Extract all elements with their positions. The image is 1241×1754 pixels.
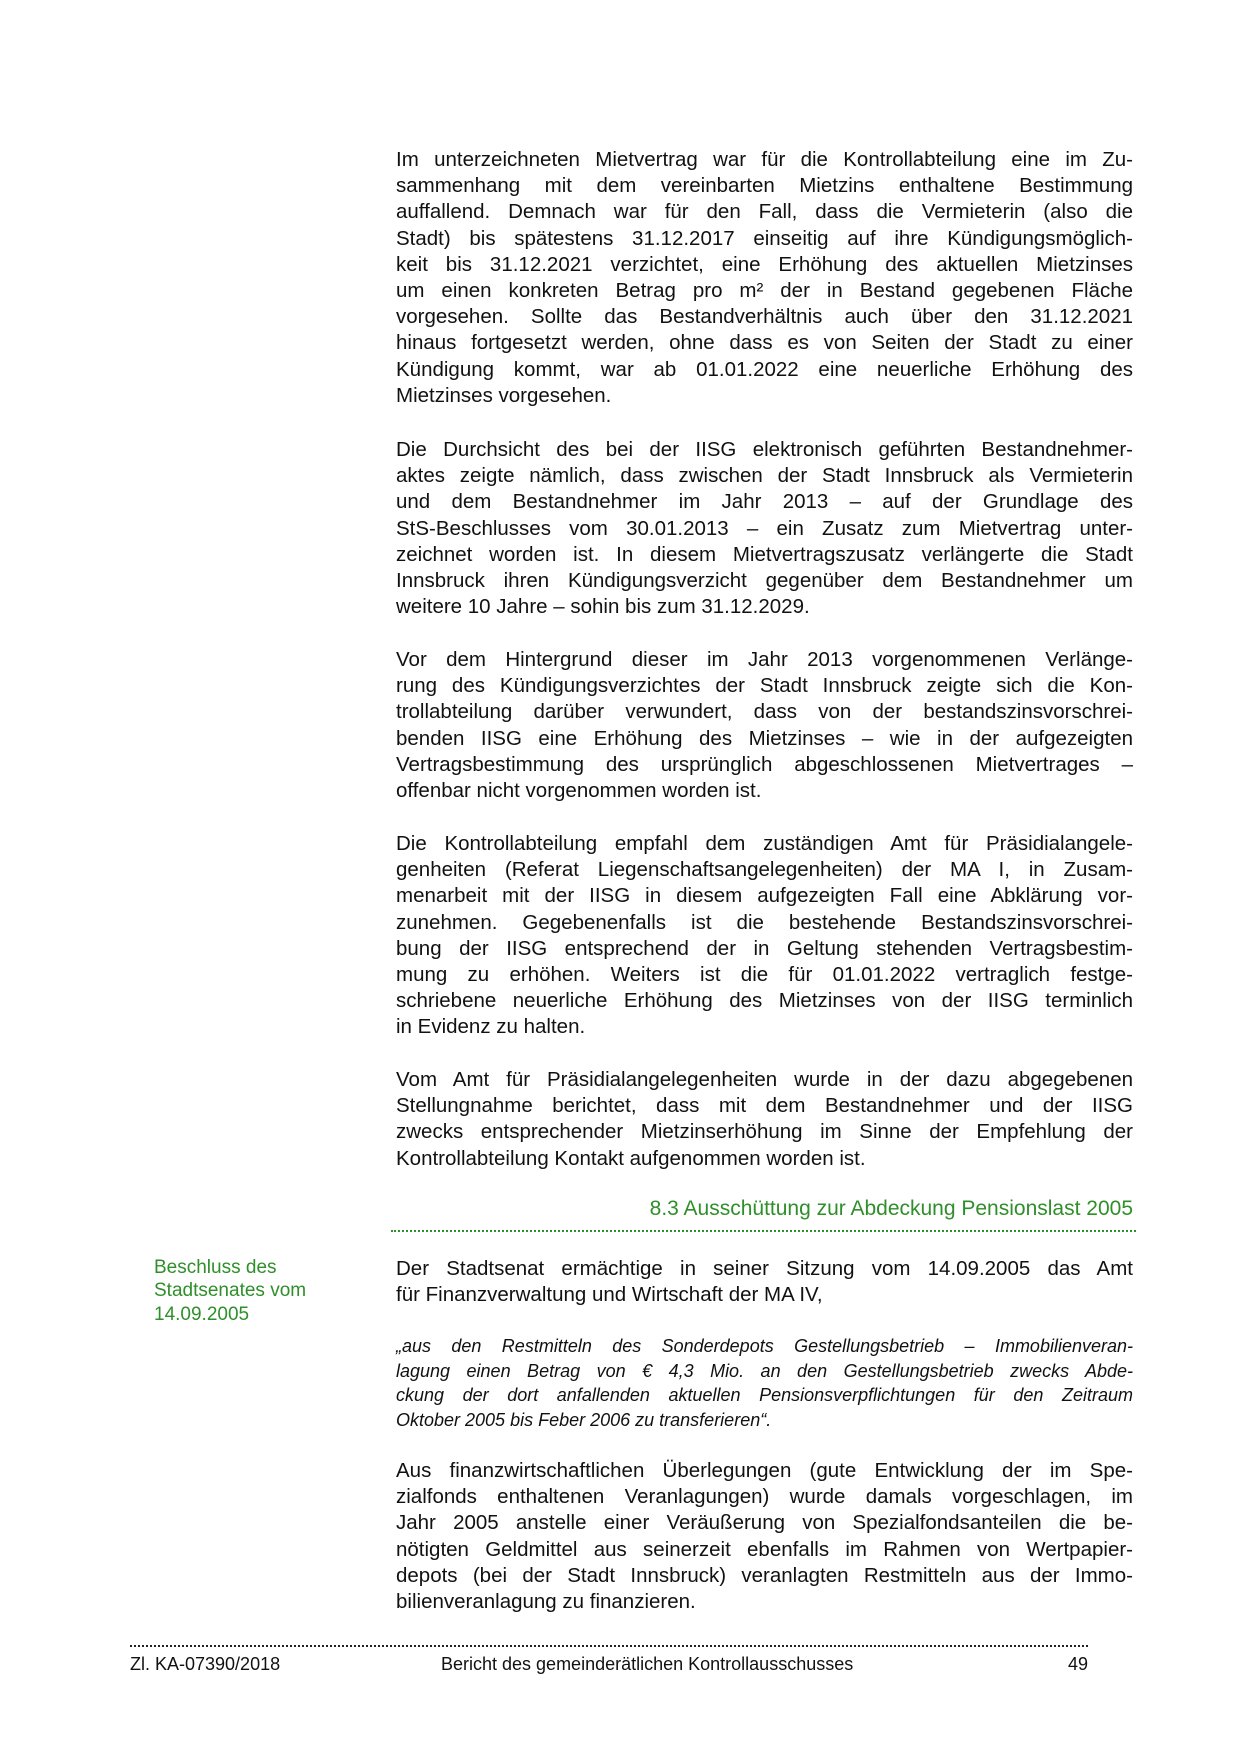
text-line: keit bis 31.12.2021 verzichtet, eine Erhöhung des aktuellen Mietzinses	[396, 252, 1133, 276]
footer-reference: Zl. KA-07390/2018	[130, 1654, 281, 1674]
footer-title: Bericht des gemeinderätlichen Kontrollausschusses	[441, 1654, 854, 1674]
text-line: zialfonds enthaltenen Veranlagungen) wurde damals vorgeschlagen, im	[396, 1485, 1133, 1509]
section-heading: 8.3 Ausschüttung zur Abdeckung Pensionslast 2005	[649, 1197, 1133, 1220]
text-line: Vor dem Hintergrund dieser im Jahr 2013 vorgenommenen Verlänge-	[396, 648, 1133, 671]
text-line: Die Kontrollabteilung empfahl dem zuständigen Amt für Präsidialangele-	[396, 832, 1133, 855]
text-line: zwecks entsprechender Mietzinserhöhung im Sinne der Empfehlung der	[396, 1120, 1133, 1144]
text-line: StS-Beschlusses vom 30.01.2013 – ein Zusatz zum Mietvertrag unter-	[396, 516, 1133, 540]
text-line: hinaus fortgesetzt werden, ohne dass es von Seiten der Stadt zu einer	[396, 331, 1133, 355]
text-line: „aus den Restmitteln des Sonderdepots Gestellungsbetrieb – Immobilienveran-	[396, 1336, 1133, 1356]
text-line: weitere 10 Jahre – sohin bis zum 31.12.2029.	[396, 595, 810, 619]
text-line: Aus finanzwirtschaftlichen Überlegungen (gute Entwicklung der im Spe-	[396, 1459, 1133, 1482]
text-line: ckung der dort anfallenden aktuellen Pensionsverpflichtungen für den Zeitraum	[396, 1385, 1133, 1405]
margin-note	[154, 1256, 306, 1326]
text-line: vorgesehen. Sollte das Bestandverhältnis auch über den 31.12.2021	[396, 305, 1133, 329]
paragraph	[396, 147, 1133, 409]
heading-divider	[391, 1230, 1136, 1232]
text-line: Mietzinses vorgesehen.	[396, 383, 612, 407]
text-line: rung des Kündigungsverzichtes der Stadt Innsbruck zeigte sich die Kon-	[396, 674, 1133, 698]
text-line: Jahr 2005 anstelle einer Veräußerung von Spezialfondsanteilen die be-	[396, 1511, 1133, 1535]
text-line: Vom Amt für Präsidialangelegenheiten wurde in der dazu abgegebenen	[396, 1068, 1133, 1091]
text-line: für Finanzverwaltung und Wirtschaft der MA IV,	[396, 1283, 823, 1307]
paragraph-intro	[396, 1256, 1133, 1308]
text-line: in Evidenz zu halten.	[396, 1015, 586, 1039]
text-line: schriebene neuerliche Erhöhung des Mietzinses von der IISG terminlich	[396, 989, 1133, 1013]
text-line: auffallend. Demnach war für den Fall, dass die Vermieterin (also die	[396, 200, 1133, 224]
text-line: Innsbruck ihren Kündigungsverzicht gegenüber dem Bestandnehmer um	[396, 568, 1133, 592]
margin-note-line: Stadtsenates vom	[154, 1280, 307, 1302]
text-line: zeichnet worden ist. In diesem Mietvertragszusatz verlängerte die Stadt	[396, 542, 1133, 566]
text-line: mung zu erhöhen. Weiters ist die für 01.01.2022 vertraglich festge-	[396, 962, 1133, 986]
text-line: bung der IISG entsprechend der in Geltung stehenden Vertragsbestim-	[396, 936, 1133, 960]
text-line: lagung einen Betrag von € 4,3 Mio. an den Gestellungsbetrieb zwecks Abde-	[396, 1360, 1133, 1381]
text-line: nötigten Geldmittel aus seinerzeit ebenfalls im Rahmen von Wertpapier-	[396, 1537, 1133, 1561]
paragraph	[396, 831, 1133, 1041]
text-line: depots (bei der Stadt Innsbruck) veranlagten Restmitteln aus der Immo-	[396, 1563, 1133, 1587]
text-line: Im unterzeichneten Mietvertrag war für die Kontrollabteilung eine im Zu-	[396, 148, 1133, 171]
text-line: genheiten (Referat Liegenschaftsangelegenheiten) der MA I, in Zusam-	[396, 858, 1133, 882]
paragraph	[396, 437, 1133, 620]
text-line: sammenhang mit dem vereinbarten Mietzins enthaltene Bestimmung	[396, 174, 1133, 198]
text-line: Der Stadtsenat ermächtige in seiner Sitzung vom 14.09.2005 das Amt	[396, 1257, 1133, 1280]
text-line: um einen konkreten Betrag pro m² der in Bestand gegebenen Fläche	[396, 278, 1133, 302]
text-line: Kündigung kommt, war ab 01.01.2022 eine neuerliche Erhöhung des	[396, 357, 1133, 381]
margin-note-line: Beschluss des	[154, 1257, 277, 1278]
page-number: 49	[1067, 1654, 1088, 1674]
text-line: Oktober 2005 bis Feber 2006 zu transferieren“.	[396, 1409, 772, 1430]
text-line: Vertragsbestimmung des ursprünglich abgeschlossenen Mietvertrages –	[396, 752, 1133, 776]
text-line: Stadt) bis spätestens 31.12.2017 einseitig auf ihre Kündigungsmöglich-	[396, 226, 1133, 250]
text-line: offenbar nicht vorgenommen worden ist.	[396, 778, 762, 802]
text-line: menarbeit mit der IISG in diesem aufgezeigten Fall eine Abklärung vor-	[396, 884, 1133, 908]
quote-block	[396, 1334, 1133, 1432]
text-line: bilienveranlagung zu finanzieren.	[396, 1589, 696, 1613]
paragraph	[396, 1067, 1133, 1172]
margin-note-line: 14.09.2005	[154, 1303, 250, 1325]
text-line: Stellungnahme berichtet, dass mit dem Bestandnehmer und der IISG	[396, 1094, 1133, 1118]
footer-divider	[130, 1645, 1088, 1647]
text-line: Die Durchsicht des bei der IISG elektronisch geführten Bestandnehmer-	[396, 438, 1133, 461]
text-line: aktes zeigte nämlich, dass zwischen der Stadt Innsbruck als Vermieterin	[396, 464, 1133, 488]
paragraph	[396, 1458, 1133, 1615]
text-line: Kontrollabteilung Kontakt aufgenommen worden ist.	[396, 1146, 866, 1170]
text-line: benden IISG eine Erhöhung des Mietzinses – wie in der aufgezeigten	[396, 726, 1133, 750]
text-line: trollabteilung darüber verwundert, dass von der bestandszinsvorschrei-	[396, 700, 1133, 724]
paragraph	[396, 647, 1133, 804]
text-line: zunehmen. Gegebenenfalls ist die bestehende Bestandszinsvorschrei-	[396, 910, 1133, 934]
text-line: und dem Bestandnehmer im Jahr 2013 – auf der Grundlage des	[396, 490, 1133, 514]
